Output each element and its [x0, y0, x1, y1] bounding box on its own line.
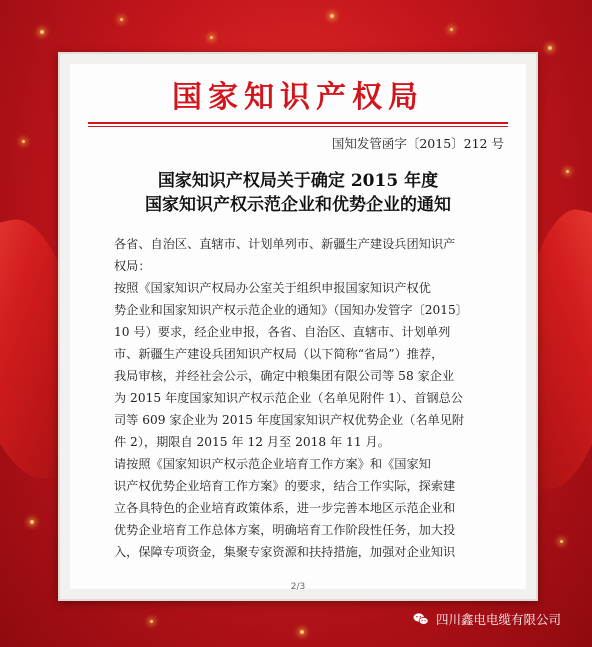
sparkle	[40, 30, 44, 34]
body-line: 势企业和国家知识产权示范企业的通知》（国知办发管字〔2015〕	[114, 303, 468, 317]
sparkle	[210, 36, 213, 39]
sparkle	[22, 140, 25, 143]
sparkle	[450, 28, 453, 31]
document-number: 国知发管函字〔2015〕212 号	[331, 136, 504, 151]
body-line: 立各具特色的企业培育政策体系，进一步完善本地区示范企业和	[114, 501, 456, 515]
document-title-line-2: 国家知识产权示范企业和优势企业的通知	[145, 195, 451, 215]
letterhead-rule-thin	[88, 126, 508, 127]
body-line: 入，保障专项资金，集聚专家资源和扶持措施，加强对企业知识	[114, 545, 456, 559]
body-line: 为 2015 年度国家知识产权示范企业（名单见附件 1）、首钢总公	[114, 391, 463, 405]
watermark-text: 四川鑫电电缆有限公司	[436, 612, 562, 627]
body-line: 按照《国家知识产权局办公室关于组织申报国家知识产权优	[114, 281, 431, 295]
sparkle	[30, 520, 34, 524]
page-number: 2/3	[290, 582, 306, 592]
sparkle	[330, 14, 334, 18]
body-line: 请按照《国家知识产权示范企业培育工作方案》和《国家知	[114, 457, 431, 471]
sparkle	[300, 630, 304, 634]
body-line: 市、新疆生产建设兵团知识产权局（以下简称“省局”）推荐，	[114, 347, 444, 361]
body-line: 件 2），期限自 2015 年 12 月至 2018 年 11 月。	[114, 435, 390, 449]
letterhead-rule	[88, 122, 508, 124]
body-line: 10 号）要求，经企业申报，各省、自治区、直辖市、计划单列	[114, 325, 451, 339]
document-page	[70, 64, 526, 592]
wechat-watermark	[412, 608, 580, 630]
sparkle	[150, 620, 153, 623]
document-frame	[58, 52, 538, 601]
document-title-line-1: 国家知识产权局关于确定 2015 年度	[157, 171, 439, 191]
wechat-icon	[412, 610, 430, 628]
sparkle	[560, 540, 563, 543]
body-line: 识产权优势企业培育工作方案》的要求，结合工作实际，探索建	[114, 479, 456, 493]
sparkle	[548, 46, 552, 50]
body-line: 各省、自治区、直辖市、计划单列市、新疆生产建设兵团知识产	[114, 237, 456, 251]
letterhead: 国家知识产权局	[172, 80, 424, 115]
sparkle	[566, 170, 569, 173]
body-line: 权局：	[114, 259, 151, 273]
sparkle	[120, 18, 123, 21]
body-line: 优势企业培育工作总体方案，明确培育工作阶段性任务，加大投	[114, 523, 456, 537]
body-line: 我局审核，并经社会公示，确定中粮集团有限公司等 58 家企业	[114, 369, 455, 383]
body-line: 司等 609 家企业为 2015 年度国家知识产权优势企业（名单见附	[114, 413, 465, 427]
